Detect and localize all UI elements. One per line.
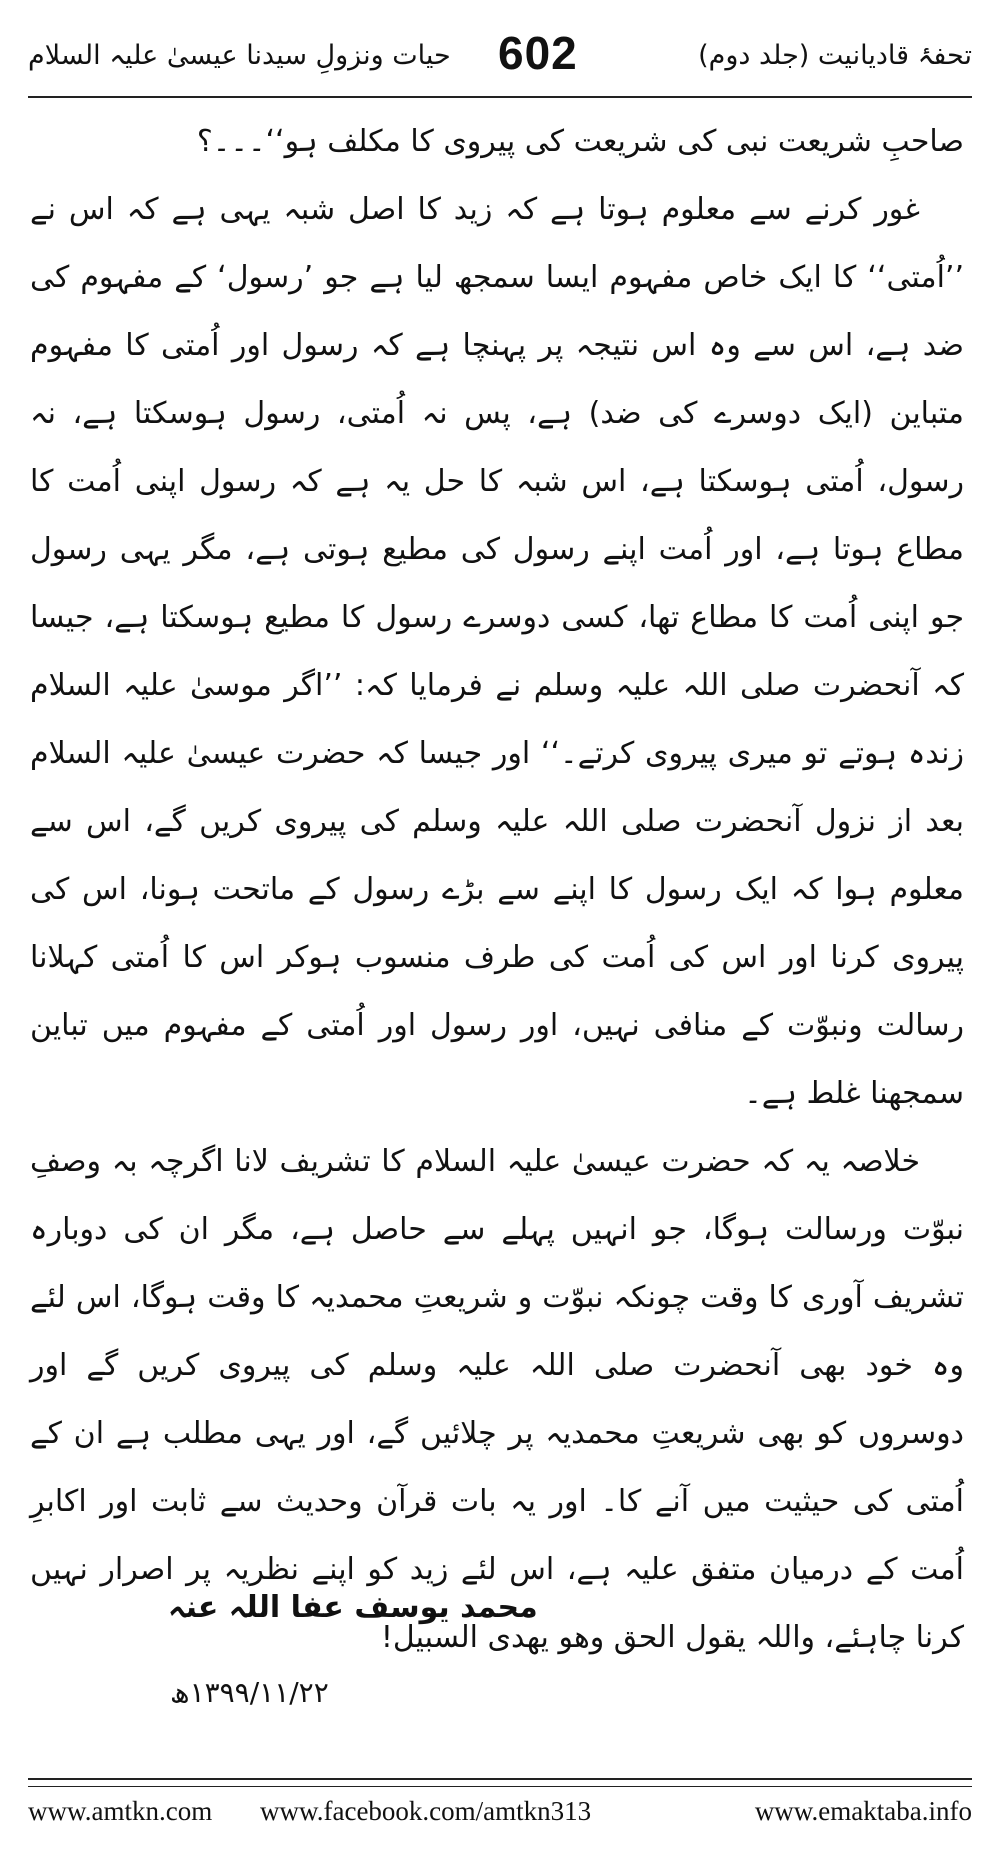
chapter-title: حیات ونزولِ سیدنا عیسیٰ علیہ السلام bbox=[28, 40, 451, 71]
header-rule bbox=[28, 96, 972, 98]
page-number: 602 bbox=[498, 27, 578, 79]
page-body bbox=[30, 108, 964, 1672]
paragraph-2: غور کرنے سے معلوم ہوتا ہے کہ زید کا اصل شبہ یہی ہے کہ اس نے ’’اُمتی‘‘ کا ایک خاص مفہوم ایسا سمجھ لیا ہے جو ’رسول‘ کے مفہوم کی ضد ہے، اس سے وہ اس نتیجہ پر پہنچا ہے کہ رسول اور اُمتی کا مفہوم متباین (ایک دوسرے کی ضد) ہے، پس نہ اُمتی، رسول ہوسکتا ہے، نہ رسول، اُمتی ہوسکتا ہے، اس شبہ کا حل یہ ہے کہ رسول اپنی اُمت کا مطاع ہوتا ہے، اور اُمت اپنے رسول کی مطیع ہوتی ہے، مگر یہی رسول جو اپنی اُمت کا مطاع تھا، کسی دوسرے رسول کا مطیع ہوسکتا ہے، جیسا کہ آنحضرت صلی اللہ علیہ وسلم نے فرمایا کہ: ’’اگر موسیٰ علیہ السلام زندہ ہوتے تو میری پیروی کرتے۔‘‘ اور جیسا کہ حضرت عیسیٰ علیہ السلام بعد از نزول آنحضرت صلی اللہ علیہ وسلم کی پیروی کریں گے، اس سے معلوم ہوا کہ ایک رسول کا اپنے سے بڑے رسول کے ماتحت ہونا، اس کی پیروی کرنا اور اس کی اُمت کی طرف منسوب ہوکر اس کا اُمتی کہلانا رسالت ونبوّت کے منافی نہیں، اور رسول اور اُمتی کے مفہوم میں تباین سمجھنا غلط ہے۔ bbox=[30, 192, 964, 1111]
page-footer bbox=[28, 1796, 972, 1836]
footer-rule-thin bbox=[28, 1786, 972, 1787]
footer-link-amtkn[interactable]: www.amtkn.com bbox=[28, 1796, 213, 1826]
page-header bbox=[28, 22, 972, 92]
footer-rule-thick bbox=[28, 1778, 972, 1780]
paragraph-3: خلاصہ یہ کہ حضرت عیسیٰ علیہ السلام کا تشریف لانا اگرچہ بہ وصفِ نبوّت ورسالت ہوگا، جو انہیں پہلے سے حاصل ہے، مگر ان کی دوبارہ تشریف آوری کا وقت چونکہ نبوّت و شریعتِ محمدیہ کا وقت ہوگا، اس لئے وہ خود بھی آنحضرت صلی اللہ علیہ وسلم کی پیروی کریں گے اور دوسروں کو بھی شریعتِ محمدیہ پر چلائیں گے، اور یہی مطلب ہے ان کے اُمتی کی حیثیت میں آنے کا۔ اور یہ بات قرآن وحدیث سے ثابت اور اکابرِ اُمت کے درمیان متفق علیہ ہے، اس لئے زید کو اپنے نظریہ پر اصرار نہیں کرنا چاہئے، واللہ یقول الحق وھو یھدی السبیل! bbox=[30, 1144, 964, 1655]
paragraph-1: صاحبِ شریعت نبی کی شریعت کی پیروی کا مکلف ہو‘‘۔۔۔؟ bbox=[196, 124, 964, 159]
signature-date: ۱۳۹۹/۱۱/۲۲ھ bbox=[170, 1676, 329, 1709]
book-title: تحفۂ قادیانیت (جلد دوم) bbox=[698, 40, 972, 71]
footer-link-emaktaba[interactable]: www.emaktaba.info bbox=[754, 1796, 972, 1826]
signature: محمد یوسف عفا اللہ عنہ bbox=[168, 1590, 538, 1625]
footer-link-facebook[interactable]: www.facebook.com/amtkn313 bbox=[260, 1796, 592, 1826]
